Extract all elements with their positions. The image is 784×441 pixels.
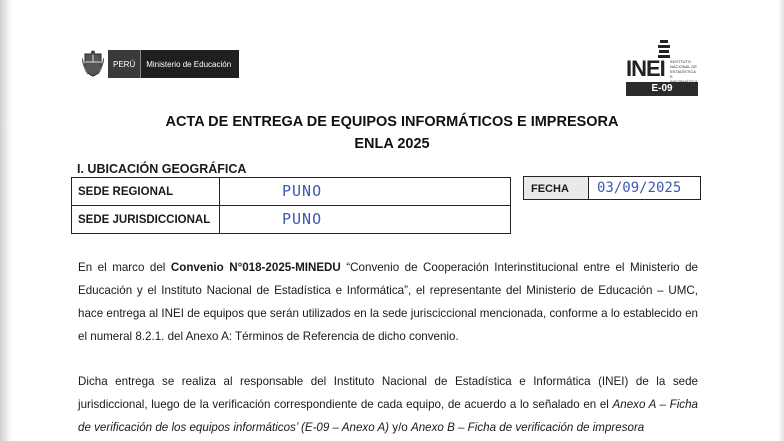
minedu-logo [82,50,239,78]
location-table [71,177,511,234]
inei-full-name: INSTITUTO NACIONAL DE ESTADÍSTICA E [670,59,697,79]
p1-text-a: En el marco del [78,261,171,274]
sede-regional-field[interactable] [220,178,511,206]
p2-anexo-b: Anexo B – Ficha de verificación de impresora [410,421,645,434]
table-row [72,178,511,206]
document-subtitle: ENLA 2025 [354,136,430,152]
p2-text-a: Dicha entrega se realiza al responsable del Instituto Nacional de Estadística e Informática (INEI) de la sede jurisdiccional, luego de la verificación correspondiente de cada equipo, de acuerdo a lo señalado en el [78,375,698,411]
paragraph-entrega [78,370,698,439]
scan-shadow-left [0,0,12,441]
date-box [523,176,701,200]
p2-anexo-a: Anexo A – Ficha de verificación de los equipos informáticos’ (E-09 – Anexo A) [78,398,698,434]
sede-jurisdiccional-label: SEDE JURISDICCIONAL [72,206,220,234]
p2-text-c: y/o [389,421,411,434]
paragraph-convenio [78,256,698,348]
fecha-label: FECHA [523,176,589,200]
sede-regional-value: PUNO [282,182,323,200]
p1-text-c: “Convenio de Cooperación Interinstitucional entre el Ministerio de Educación y el Instituto Nacional de Estadística e Informática”, el representante del Ministerio de Educación – UMC, hace entrega al INEI de equipos que serán utilizados en la sede jurisciccional mencionada, conforme a lo establecido en el numeral 8.2.1. del Anexo A: Términos de Referencia de dicho convenio. [78,261,699,343]
scan-shadow-right [778,0,784,441]
country-label: PERÚ [108,50,140,78]
inei-wordmark: INEI [626,56,665,81]
sede-regional-label: SEDE REGIONAL [72,178,220,206]
p1-convenio-ref: Convenio N°018-2025-MINEDU [170,261,341,274]
peru-coat-of-arms-icon [82,50,104,78]
form-code-badge: E-09 [626,82,698,96]
table-row [72,206,511,234]
sede-jurisdiccional-field[interactable] [220,206,511,234]
section-heading: I. UBICACIÓN GEOGRÁFICA [77,162,247,176]
sede-jurisdiccional-value: PUNO [282,210,323,228]
fecha-value: 03/09/2025 [597,180,682,196]
document-title: ACTA DE ENTREGA DE EQUIPOS INFORMÁTICOS E IMPRESORA [165,114,619,130]
ministry-label: Ministerio de Educación [140,50,239,78]
fecha-field[interactable] [589,176,701,200]
